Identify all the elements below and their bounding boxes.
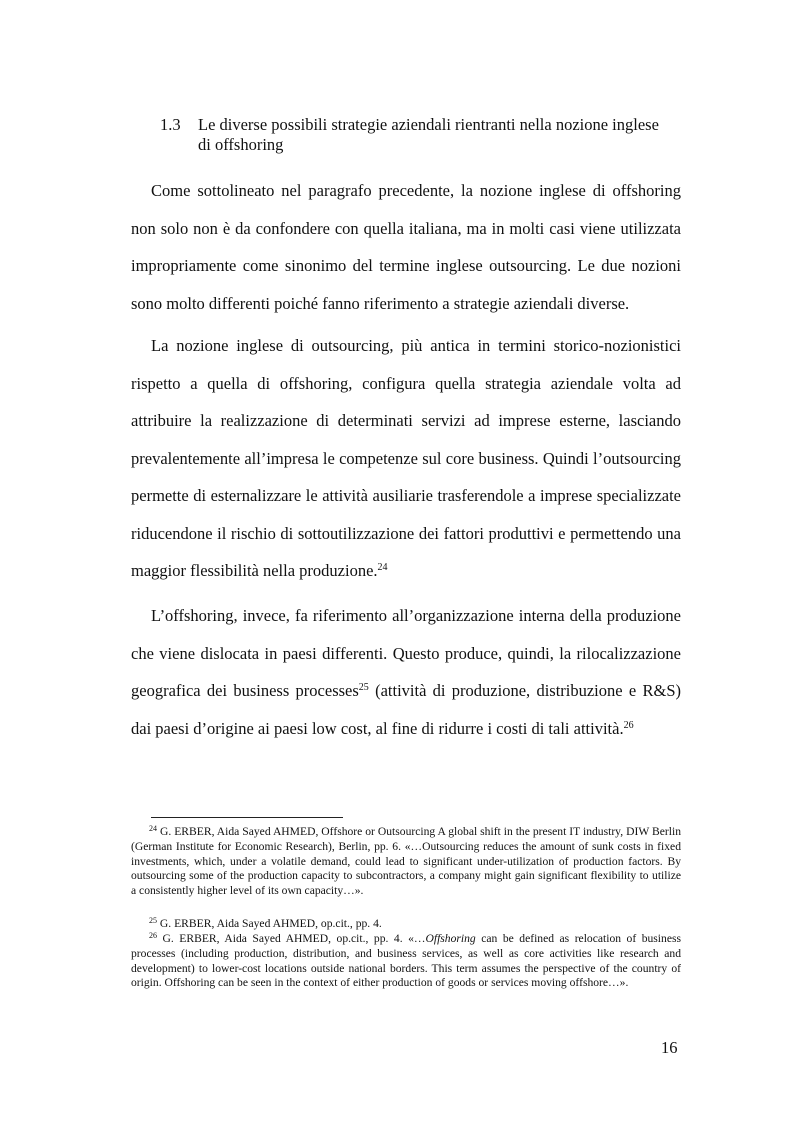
body-paragraph-1: Come sottolineato nel paragrafo precedente, la nozione inglese di offshoring non solo non è da confondere con quella italiana, ma in molti casi viene utilizzata impropriamente come sinonimo del termine inglese outsourcing. Le due nozioni sono molto differenti poiché fanno riferimento a strategie aziendali diverse.	[131, 181, 681, 313]
footnote-26-italic-term: Offshoring	[425, 932, 476, 945]
footnote-24	[131, 825, 681, 899]
paragraph-3-text-b: (attività di produzione, distribuzione e R&S) dai paesi d’origine ai paesi low cost, al fine di ridurre i costi di tali attività.	[131, 681, 681, 738]
footnote-26-text-a: G. ERBER, Aida Sayed AHMED, op.cit., pp. 4. «…	[162, 932, 426, 945]
footnote-26-number: 26	[149, 931, 157, 940]
footnote-ref-25: 25	[358, 682, 369, 693]
footnote-separator	[151, 817, 343, 818]
footnote-25-number: 25	[149, 916, 157, 925]
footnote-24-number: 24	[149, 824, 157, 833]
body-paragraph-3	[131, 597, 681, 747]
section-title: Le diverse possibili strategie aziendali rientranti nella nozione inglese di offshoring	[198, 115, 659, 154]
footnote-25-text: G. ERBER, Aida Sayed AHMED, op.cit., pp. 4.	[159, 917, 382, 930]
paragraph-3-text-a: L’offshoring, invece, fa riferimento all’organizzazione interna della produzione che viene dislocata in paesi differenti. Questo produce, quindi, la rilocalizzazione geografica dei business processes	[131, 606, 681, 700]
paragraph-2-text: La nozione inglese di outsourcing, più antica in termini storico-nozionistici rispetto a quella di offshoring, configura quella strategia aziendale volta ad attribuire la realizzazione di determinati servizi ad imprese esterne, lasciando prevalentemente all’impresa le competenze sul core business. Quindi l’outsourcing permette di esternalizzare le attività ausiliarie trasferendole a imprese specializzate riducendone il rischio di sottoutilizzazione dei fattori produttivi e permettendo una maggior flessibilità nella produzione.	[131, 336, 681, 580]
footnote-ref-24: 24	[377, 562, 388, 573]
footnote-26	[131, 932, 681, 991]
footnote-24-text: G. ERBER, Aida Sayed AHMED, Offshore or Outsourcing A global shift in the present IT industry, DIW Berlin (German Institute for Economic Research), Berlin, pp. 6. «…Outsourcing reduces the amount of sunk costs in fixed investments, which, under a volatile demand, could lead to significant under-utilization of production factors. By outsourcing some of the production capacity to subcontractors, a company might gain significant flexibility to utilize a consistently higher level of its own capacity…».	[131, 825, 681, 898]
footnote-26-text-b: can be defined as relocation of business processes (including production, distribution, and business services, as well as core activities like research and development) to lower-cost locations outside national borders. This term assumes the perspective of the country of origin. Offshoring can be seen in the context of either production of goods or services moving offshore…».	[131, 932, 681, 990]
page-number: 16	[661, 1038, 678, 1057]
section-number: 1.3	[160, 115, 181, 134]
footnote-ref-26: 26	[623, 719, 634, 731]
body-paragraph-2	[131, 327, 681, 590]
footnote-25	[131, 917, 681, 932]
